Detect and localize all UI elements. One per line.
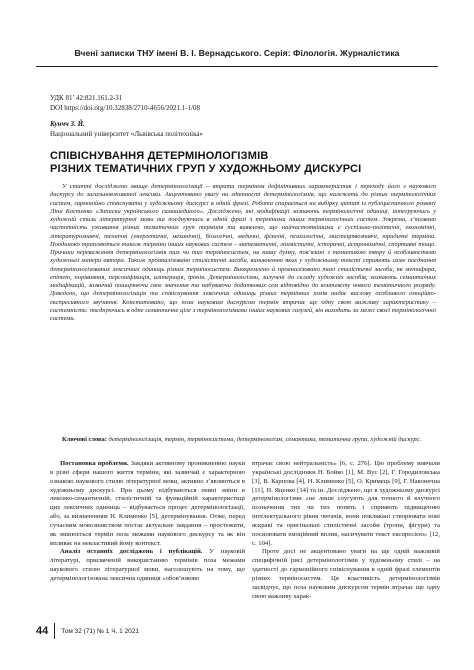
article-title bbox=[50, 150, 444, 175]
udc-code: УДК 81’ 42:821.161.2-31 bbox=[50, 94, 123, 102]
header-rule bbox=[36, 66, 438, 67]
paragraph bbox=[252, 460, 440, 548]
article-meta bbox=[50, 93, 200, 113]
journal-title: Вчені записки ТНУ імені В. І. Вернадського. Серія: Філологія. Журналістика bbox=[74, 48, 400, 58]
section-heading: Постановка проблеми. bbox=[60, 460, 129, 467]
section-heading: Аналіз останніх досліджень і публікацій. bbox=[60, 548, 203, 556]
doi-link[interactable]: DOI https://doi.org/10.32838/2710-4656/2021.1-1/08 bbox=[50, 104, 200, 112]
keywords bbox=[50, 436, 436, 444]
page-number: 44 bbox=[36, 625, 49, 637]
title-line-1: СПІВІСНУВАННЯ ДЕТЕРМІНОЛОГІЗМІВ bbox=[50, 150, 269, 162]
body-column-left bbox=[50, 460, 245, 584]
paragraph bbox=[50, 548, 245, 583]
author-affiliation: Національний університет «Львівська політехніка» bbox=[50, 130, 203, 138]
paragraph-text: втрачає свою нейтральність» [6, с. 276]. Цю проблему вивчали українські дослідники Н. Бойко [1], М. Вус [2], Г. Городиловська [3], В. Карпова [4], Н. Клименко [5], О. Кримець [9], Г. Наконечна [11], Н. Яценко [14] та ін. Досліджено, що в художньому дискурсі детермінологізми «не лише слугують для точного й влучного позначення тих чи тих понять і сприяють підвищенню інтелектуального рівня читачів, вони покликані створювати нові яскраві та оригінальні стилістичні засоби (тропи, фігури) та посилювати емоційний вплив, насичувати текст експресією» [12, с. 104]. bbox=[252, 460, 440, 547]
page-footer bbox=[36, 623, 139, 639]
issue-info: Том 32 (71) № 1 Ч. 1 2021 bbox=[61, 627, 140, 635]
abstract: У статті досліджено явище детермінологізації – втрати терміном дефінітивних характеристик і переходу його з наукового дискурсу до загальновживаної лексики. Акцентовано увагу на здатності детермінологізмів, що належать до різних термінологічних систем, гармонійно співіснувати у художньому дискурсі в одній фразі. Робота спирається на вибірку цитат із публіцистичного роману Ліни Костенко «Записки українського самашедшого». Досліджено, які модифікації зазнають термінологічні одиниці, інтегруючись у художній стиль літературної мови та поєднуючись в одній фразі з термінами інших термінологічних систем. Зокрема, з’ясовано частотність уживання різних тематичних груп термінів та виявлено, що найчастотнішими є суспільно-політичні, економічні, літературознавчі, технічні (енергетичні, механічні), біологічні, медичні, фізичні, психологічні, мистецтвознавчі, юридичні терміни. Поодиноко трапляються також терміни інших наукових систем – математичні, лінгвістичні, історичні, астрономічні, спортивні тощо. Причини переважання детермінологізмів тих чи тих терміносистем, на нашу думку, пов’язані з тематикою твору й особливостями художньої манери автора. Також проаналізовано стилістичні засоби, виникненню яких у художньому тексті сприяють саме поєднання детермінологізованих лексичних одиниць різних терміносистем. Виокремлено й проаналізовано такі стилістичні засоби, як метафора, епітет, порівняння, персоніфікація, алітерація, іронія. Детермінологізми, залучені до складу художніх засобів, зазнають семантичних модифікацій, зазвичай поширюючи своє значення та набуваючи додаткових сем відповідно до контексту нового тематичного розряду. Доведено, що детермінологізація та співіснування лексичних одиниць різних термінних полів надає вислову особливого емоційно-експресивного звучання. Констатовано, що поза науковим дискурсом термін втрачає ще одну свою важливу характеристику – системність: поєднуючись в одне семантичне ціле з термінологізмами інших наукових галузей, він виходить за межі своєї термінологічної системи. bbox=[50, 183, 436, 322]
paragraph-text: Завдяки активному проникненню науки в різні сфери нашого життя терміни, які зазвичай є характерною ознакою наукового стилю літературної мови, активно з’являються в художньому дискурсі. При цьому відбуваються певні зміни в лексико-семантичній, стилістичній та функційній характеристиці цих лексичних одиниць – відбувається процес детермінологізації, або, за визначенням Н. Клименко [5], детермінування. Отже, перед сучасним мовознавством постає актуальне завдання – простежити, як змінюється термін поза межами наукового дискурсу та як він впливає на невластивий йому контекст. bbox=[50, 460, 245, 547]
paragraph bbox=[50, 460, 245, 548]
title-line-2: РІЗНИХ ТЕМАТИЧНИХ ГРУП У ХУДОЖНЬОМУ ДИСКУРСІ bbox=[50, 162, 362, 175]
footer-divider bbox=[54, 623, 55, 639]
author-block bbox=[50, 119, 203, 139]
paragraph bbox=[252, 548, 440, 601]
author-name: Кунчч З. Й. bbox=[50, 120, 85, 128]
running-header bbox=[36, 48, 438, 58]
paragraph-text: У науковій літературі, присвяченій використанню термінів поза межами наукового стилю літературної мови, наголошують на тому, що детермінологізована лексична одиниця «обов’язково bbox=[50, 548, 246, 582]
paragraph-text: Проте досі не акцентовано уваги на ще одній важливій специфічній рисі детермінологізмів у художньому стилі – на здатності до гармонійного співіснування в одній фразі елементів різних терміносистем. Ця властивість детермінологізмів засвідчує, що поза науковим дискурсом термін втрачає ще одну свою важливу харак- bbox=[252, 548, 440, 600]
keywords-text: детермінологізація, термін, терміносистема, детермінологізм, семантика, тематична група, художній дискурс. bbox=[106, 436, 422, 443]
body-column-right bbox=[252, 460, 440, 602]
keywords-label: Ключові слова: bbox=[62, 436, 107, 443]
